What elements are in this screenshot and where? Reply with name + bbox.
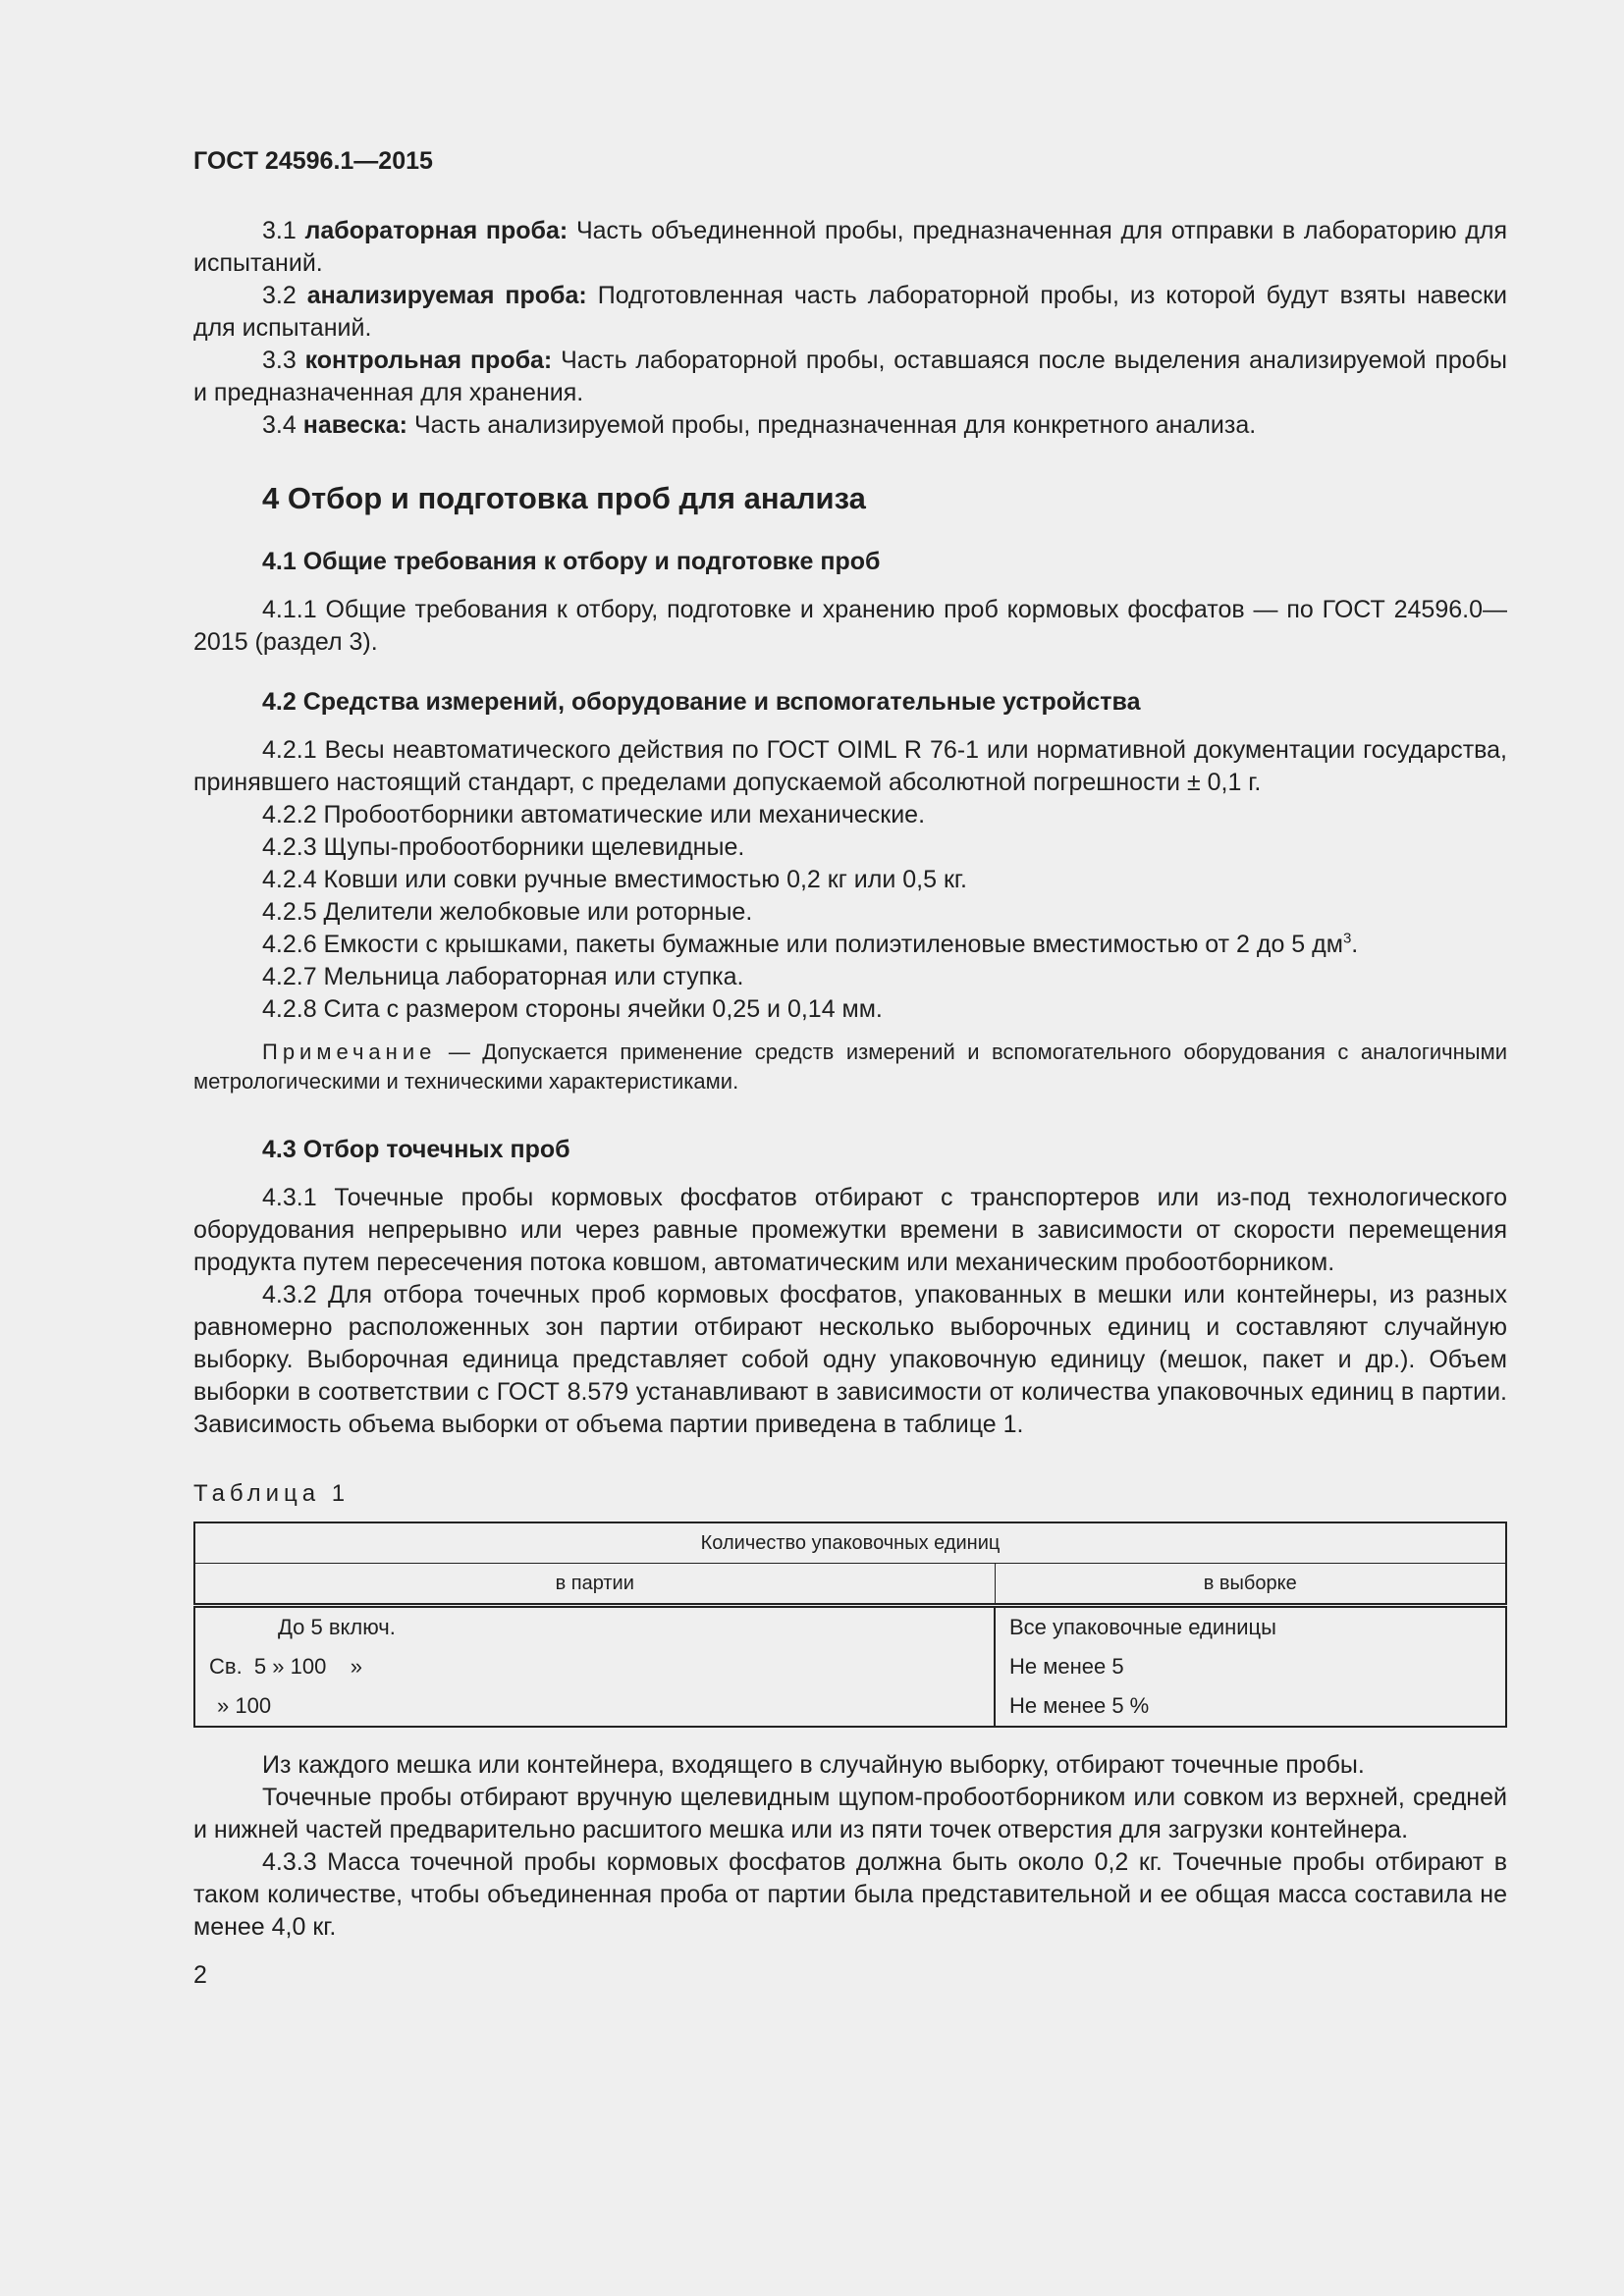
table-cell-lot: Св. 5 » 100 »: [194, 1647, 995, 1686]
paragraph-4-2-2: 4.2.2 Пробоотборники автоматические или механические.: [262, 801, 926, 828]
table-subheader-row: [194, 1564, 1506, 1606]
paragraph-4-2-8: 4.2.8 Сита с размером стороны ячейки 0,25 и 0,14 мм.: [262, 995, 883, 1023]
table-header: Количество упаковочных единиц: [194, 1522, 1506, 1564]
section-3-definitions: [193, 215, 1507, 442]
paragraph-4-2-4: 4.2.4 Ковши или совки ручные вместимостью 0,2 кг или 0,5 кг.: [262, 866, 967, 893]
definition-3-1: 3.1 лабораторная проба: Часть объединенной пробы, предназначенная для отправки в лабораторию для испытаний.: [193, 217, 1507, 277]
document-header: ГОСТ 24596.1—2015: [193, 147, 433, 175]
paragraph-4-2-1: 4.2.1 Весы неавтоматического действия по ГОСТ OIML R 76-1 или нормативной документации государства, принявшего настоящий стандарт, с пределами допускаемой абсолютной погрешности ± 0,1 г.: [193, 736, 1507, 796]
page-number: 2: [193, 1961, 207, 1989]
table-cell-sample: Не менее 5: [1009, 1654, 1124, 1679]
section-4-3-title: 4.3 Отбор точечных проб: [262, 1136, 570, 1163]
note-text: — Допускается применение средств измерений и вспомогательного оборудования с аналогичными метрологическими и техническими характеристиками.: [193, 1040, 1507, 1094]
paragraph-4-3-2: 4.3.2 Для отбора точечных проб кормовых фосфатов, упакованных в мешки или контейнеры, из разных равномерно расположенных зон партии отбирают несколько выборочных единиц и составляют случайную выборку. Выборочная единица представляет собой одну упаковочную единицу (мешок, пакет и др.). Объем выборки в соответствии с ГОСТ 8.579 устанавливают в зависимости от количества упаковочных единиц в партии. Зависимость объема выборки от объема партии приведена в таблице 1.: [193, 1281, 1507, 1438]
definition-3-3: 3.3 контрольная проба: Часть лабораторной пробы, оставшаяся после выделения анализируемой пробы и предназначенная для хранения.: [193, 347, 1507, 406]
paragraph-4-3-3: 4.3.3 Масса точечной пробы кормовых фосфатов должна быть около 0,2 кг. Точечные пробы отбирают в таком количестве, чтобы объединенная проба от партии была представительной и ее общая масса составила не менее 4,0 кг.: [193, 1848, 1507, 1941]
table-cell-sample: Не менее 5 %: [1009, 1693, 1150, 1718]
section-4-title: 4 Отбор и подготовка проб для анализа: [262, 481, 866, 515]
note-label: Примечание: [262, 1040, 437, 1064]
table-row: [194, 1686, 1506, 1727]
paragraph-4-2-5: 4.2.5 Делители желобковые или роторные.: [262, 898, 753, 926]
note: [193, 1038, 1507, 1096]
section-4-1-title: 4.1 Общие требования к отбору и подготовке проб: [262, 548, 881, 575]
paragraph-4-2-3: 4.2.3 Щупы-пробоотборники щелевидные.: [262, 833, 745, 861]
table-cell-lot: До 5 включ.: [194, 1606, 995, 1648]
table-col-sample: в выборке: [995, 1564, 1506, 1606]
table-cell-sample: Все упаковочные единицы: [1009, 1615, 1276, 1639]
paragraph-4-2-6: 4.2.6 Емкости с крышками, пакеты бумажные или полиэтиленовые вместимостью от 2 до 5 $дм^3$.: [262, 930, 1359, 958]
table-cell-lot: » 100: [194, 1686, 995, 1727]
table-row: [194, 1647, 1506, 1686]
table-caption: Таблица 1: [193, 1480, 351, 1507]
definition-3-2: 3.2 анализируемая проба: Подготовленная часть лабораторной пробы, из которой будут взяты навески для испытаний.: [193, 282, 1508, 342]
paragraph-4-2-7: 4.2.7 Мельница лабораторная или ступка.: [262, 963, 744, 990]
sample-size-table: [193, 1522, 1507, 1728]
paragraph-4-3-1: 4.3.1 Точечные пробы кормовых фосфатов отбирают с транспортеров или из-под технологического оборудования непрерывно или через равные промежутки времени в зависимости от скорости перемещения продукта путем пересечения потока ковшом, автоматическим или механическим пробоотборником.: [193, 1184, 1507, 1276]
document-page: [193, 147, 1507, 1990]
table-col-lot: в партии: [194, 1564, 995, 1606]
table-row: [194, 1606, 1506, 1648]
definition-3-4: 3.4 навеска: Часть анализируемой пробы, предназначенная для конкретного анализа.: [262, 411, 1257, 439]
paragraph-4-1-1: 4.1.1 Общие требования к отбору, подготовке и хранению проб кормовых фосфатов — по ГОСТ 24596.0—2015 (раздел 3).: [193, 596, 1507, 656]
paragraph-after-table-2: Точечные пробы отбирают вручную щелевидным щупом-пробоотборником или совком из верхней, средней и нижней частей предварительно расшитого мешка или из пяти точек отверстия для загрузки контейнера.: [193, 1784, 1507, 1843]
section-4-2-title: 4.2 Средства измерений, оборудование и вспомогательные устройства: [262, 688, 1141, 716]
paragraph-after-table-1: Из каждого мешка или контейнера, входящего в случайную выборку, отбирают точечные пробы.: [262, 1751, 1365, 1779]
table-header-row: [194, 1522, 1506, 1564]
